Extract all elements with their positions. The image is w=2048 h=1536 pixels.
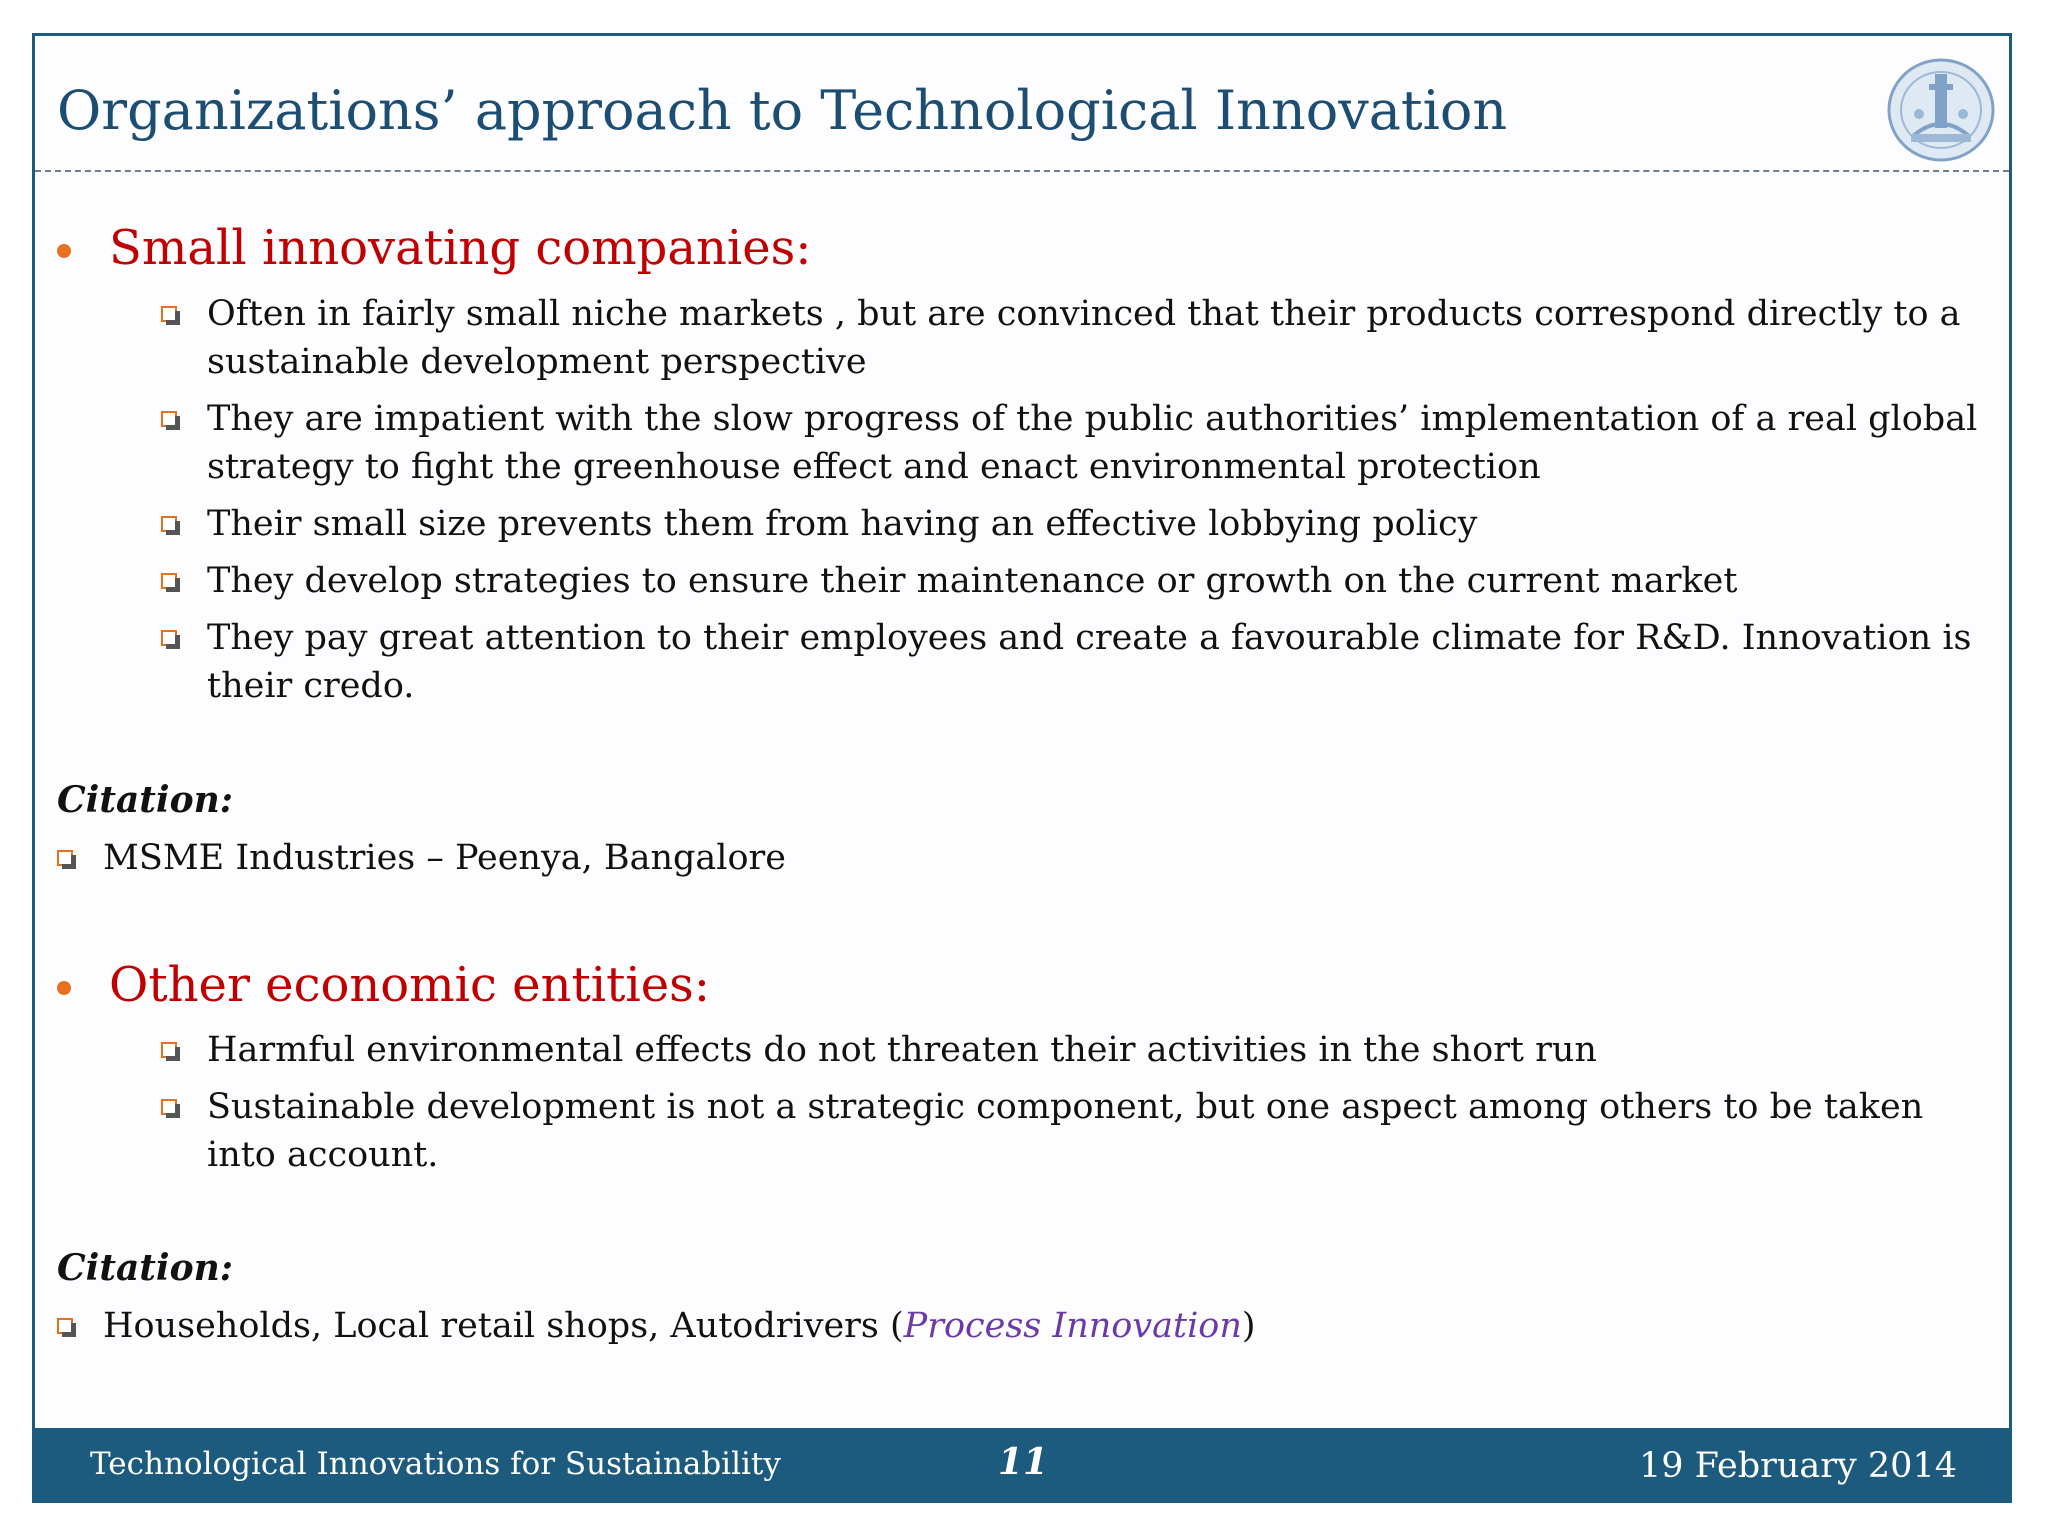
square-bullet-icon (161, 630, 177, 646)
list-item (161, 557, 1991, 605)
round-bullet-icon (57, 981, 71, 995)
slide-content (35, 36, 2009, 1500)
citation-text: MSME Industries – Peenya, Bangalore (103, 838, 786, 878)
footer-course-title: Technological Innovations for Sustainability (90, 1446, 781, 1482)
square-bullet-icon (57, 850, 73, 866)
square-bullet-icon (57, 1318, 73, 1334)
list-item-text: They are impatient with the slow progress of the public authorities’ implementation of a real global strategy to fight the greenhouse effect and enact environmental protection (207, 399, 1978, 487)
slide (32, 33, 2012, 1503)
citation-label: Citation: (57, 1247, 234, 1289)
slide-footer (35, 1428, 2009, 1500)
list-item (161, 395, 1991, 491)
page-number: 11 (998, 1441, 1049, 1483)
square-bullet-icon (161, 411, 177, 427)
citation-item (57, 1302, 1256, 1350)
list-item (161, 1026, 1991, 1074)
small-companies-list (161, 290, 1991, 719)
list-item-text: Their small size prevents them from having an effective lobbying policy (207, 504, 1478, 544)
citation-label: Citation: (57, 779, 234, 821)
heading-text: Small innovating companies: (109, 220, 812, 276)
list-item-text: Often in fairly small niche markets , but are convinced that their products correspond directly to a sustainable development perspective (207, 294, 1961, 382)
other-entities-list (161, 1026, 1991, 1188)
footer-date: 19 February 2014 (1639, 1446, 1957, 1486)
square-bullet-icon (161, 516, 177, 532)
slide-title: Organizations’ approach to Technological Innovation (57, 79, 1508, 142)
list-item (161, 1083, 1991, 1179)
citation-item (57, 834, 786, 882)
heading-text: Other economic entities: (109, 957, 710, 1013)
square-bullet-icon (161, 1042, 177, 1058)
square-bullet-icon (161, 1099, 177, 1115)
list-item (161, 290, 1991, 386)
list-item (161, 614, 1991, 710)
round-bullet-icon (57, 244, 71, 258)
citation-highlight: Process Innovation (903, 1306, 1242, 1346)
list-item (161, 500, 1991, 548)
citation-text (103, 1302, 1256, 1350)
section-heading-other-entities (57, 953, 710, 1017)
square-bullet-icon (161, 573, 177, 589)
citation-prefix: Households, Local retail shops, Autodrivers ( (103, 1306, 904, 1346)
citation-suffix: ) (1241, 1306, 1256, 1346)
list-item-text: They pay great attention to their employees and create a favourable climate for R&D. Innovation is their credo. (207, 618, 1972, 706)
section-heading-small-companies (57, 216, 811, 280)
square-bullet-icon (161, 306, 177, 322)
list-item-text: They develop strategies to ensure their maintenance or growth on the current market (207, 561, 1738, 601)
list-item-text: Sustainable development is not a strategic component, but one aspect among others to be taken into account. (207, 1087, 1924, 1175)
list-item-text: Harmful environmental effects do not threaten their activities in the short run (207, 1030, 1597, 1070)
